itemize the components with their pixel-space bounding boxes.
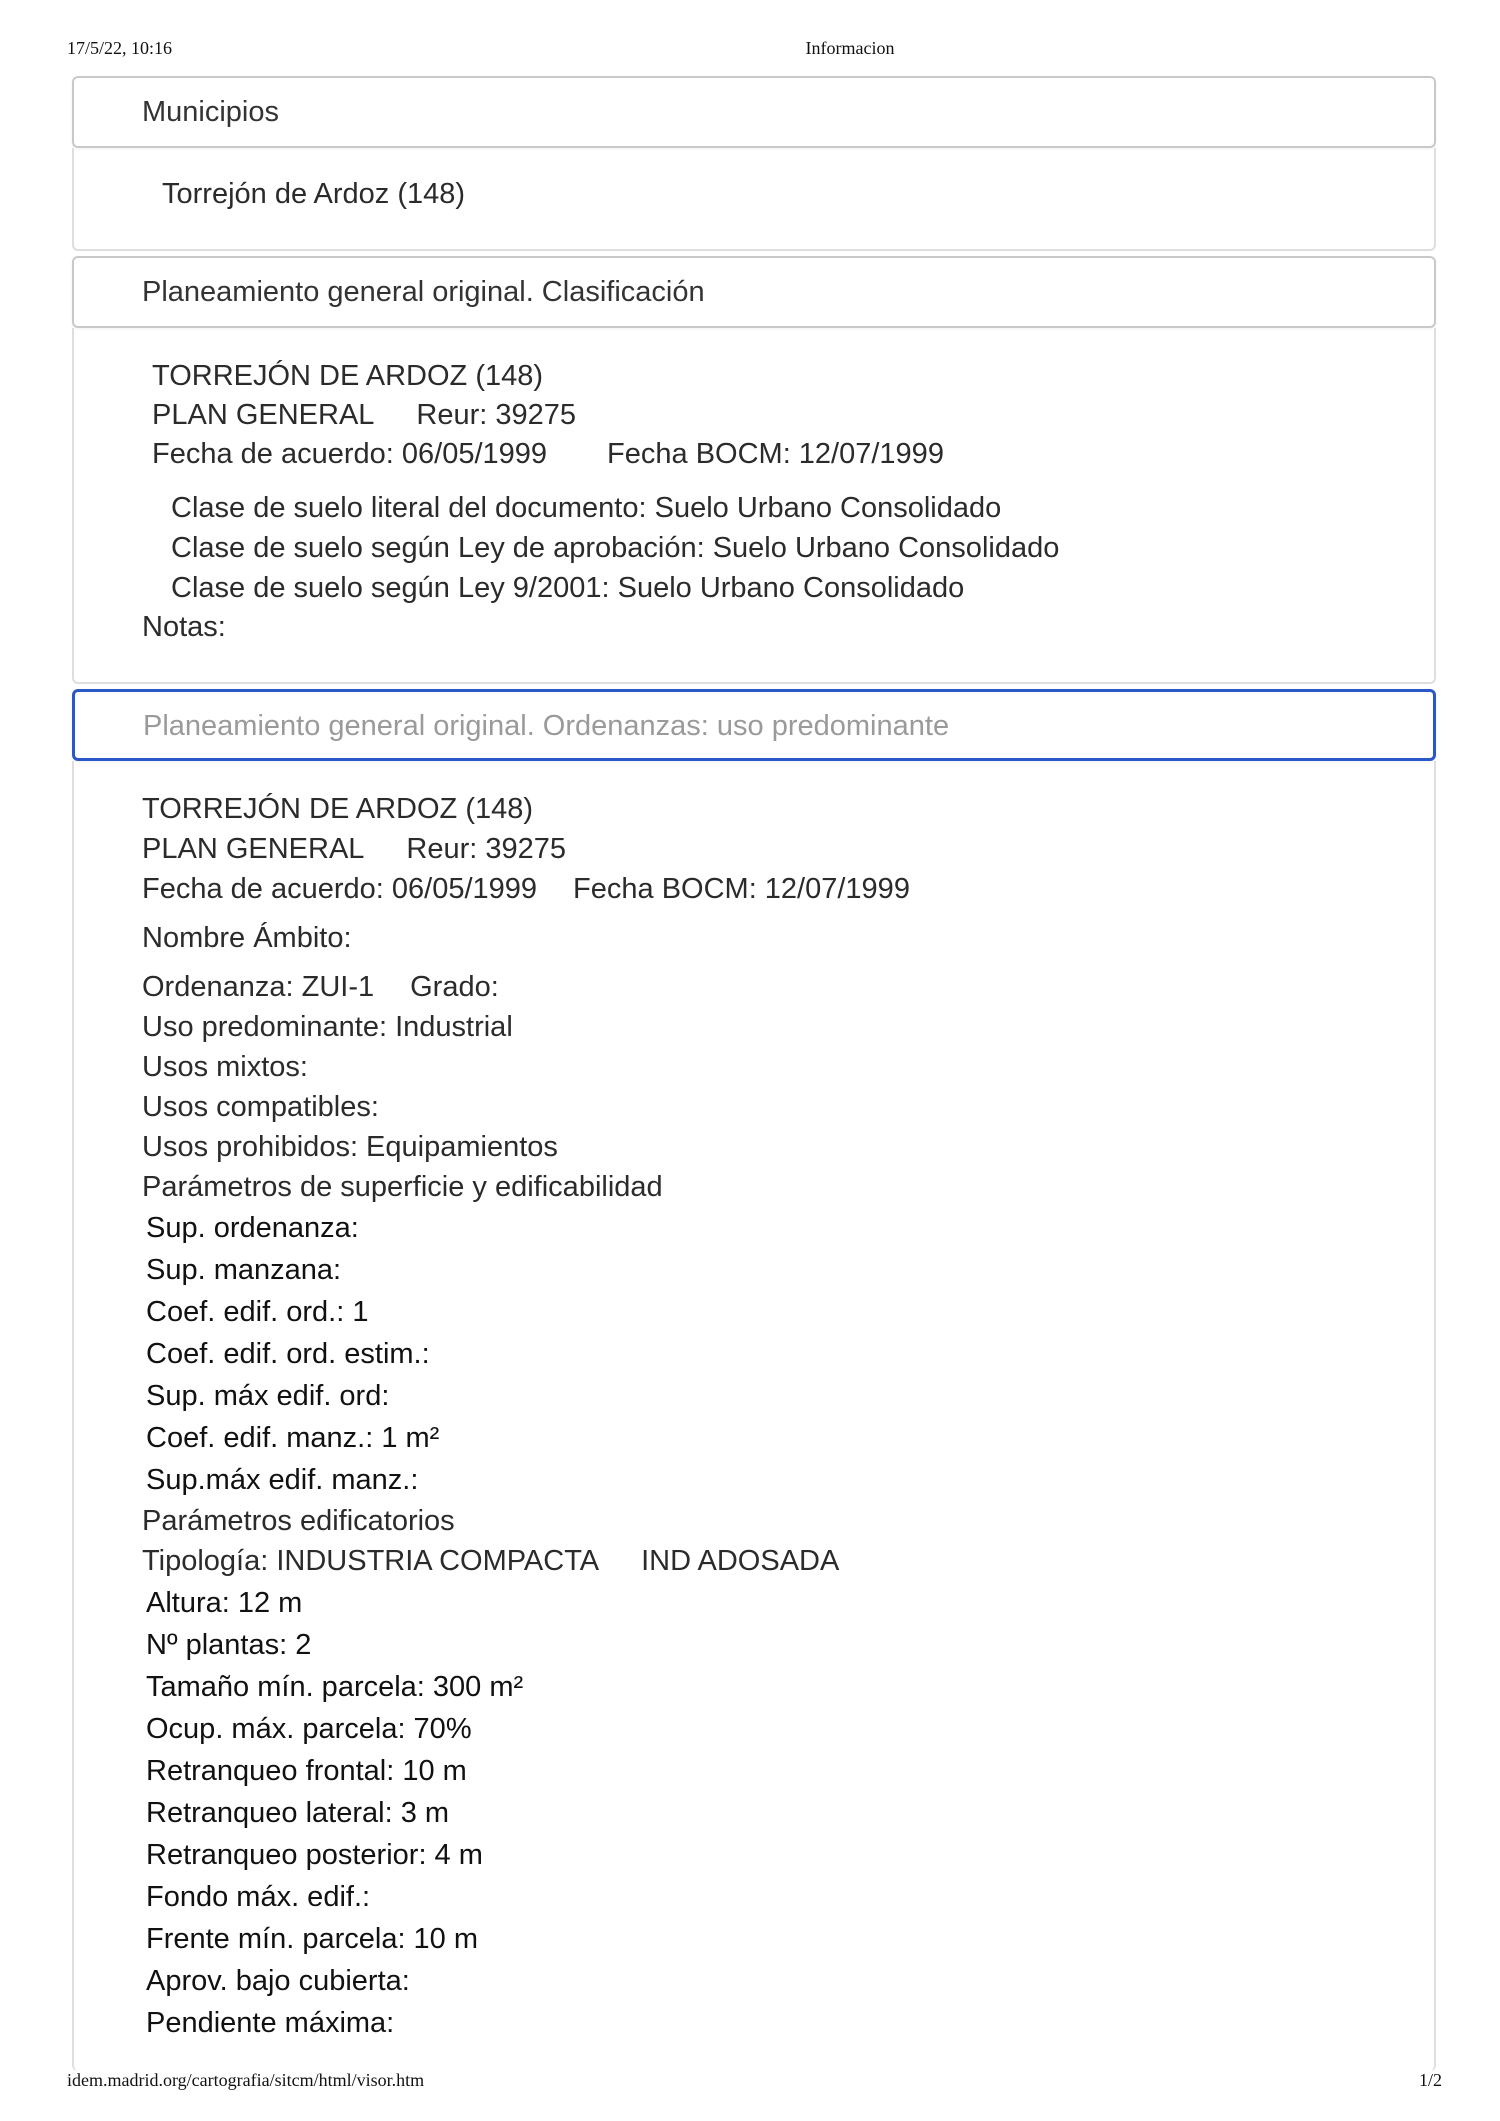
parametros-superficie-title: Parámetros de superficie y edificabilidad (142, 1171, 663, 1203)
panel-header-clasificacion[interactable] (72, 256, 1436, 328)
clasificacion-plan-row (152, 399, 576, 432)
clasificacion-fechas-row (152, 438, 944, 471)
uso-predominante: Uso predominante: Industrial (142, 1011, 513, 1043)
clasificacion-fecha-acuerdo: Fecha de acuerdo: 06/05/1999 (152, 438, 548, 470)
print-title: Informacion (805, 38, 895, 58)
panel-title-clasificacion: Planeamiento general original. Clasificación (142, 276, 705, 308)
usos-mixtos: Usos mixtos: (142, 1051, 308, 1083)
param-edificatorio-item: Pendiente máxima: (146, 2007, 395, 2039)
ordenanzas-fecha-acuerdo: Fecha de acuerdo: 06/05/1999 (142, 873, 538, 905)
param-superficie-item: Coef. edif. manz.: 1 m² (146, 1422, 440, 1454)
panel-header-ordenanzas[interactable] (72, 689, 1436, 761)
param-edificatorio-item: Nº plantas: 2 (146, 1629, 312, 1661)
clase-suelo-ley-9-2001: Clase de suelo según Ley 9/2001: Suelo Urbano Consolidado (171, 572, 965, 604)
param-superficie-item: Coef. edif. ord. estim.: (146, 1338, 430, 1370)
print-footer (0, 2070, 1500, 2096)
print-page-number: 1/2 (1418, 2070, 1442, 2090)
nombre-ambito: Nombre Ámbito: (142, 922, 352, 954)
clasificacion-reur: Reur: 39275 (416, 399, 577, 431)
param-edificatorio-item: Tamaño mín. parcela: 300 m² (146, 1671, 524, 1703)
panel-body-municipios (72, 148, 1436, 251)
ordenanza-code: Ordenanza: ZUI-1 (142, 971, 375, 1003)
param-edificatorio-item: Retranqueo frontal: 10 m (146, 1755, 467, 1787)
ordenanzas-municipio: TORREJÓN DE ARDOZ (148) (142, 793, 534, 825)
tipologia-extra: IND ADOSADA (641, 1545, 840, 1577)
param-edificatorio-item: Aprov. bajo cubierta: (146, 1965, 410, 1997)
tipologia-row (142, 1545, 839, 1578)
ordenanza-row (142, 971, 499, 1004)
clasificacion-fecha-bocm: Fecha BOCM: 12/07/1999 (607, 438, 944, 470)
clase-suelo-ley-aprobacion: Clase de suelo según Ley de aprobación: Suelo Urbano Consolidado (171, 532, 1060, 564)
param-superficie-item: Sup. manzana: (146, 1254, 342, 1286)
usos-compatibles: Usos compatibles: (142, 1091, 379, 1123)
param-edificatorio-item: Altura: 12 m (146, 1587, 303, 1619)
param-edificatorio-item: Retranqueo lateral: 3 m (146, 1797, 450, 1829)
ordenanzas-reur: Reur: 39275 (406, 833, 567, 865)
param-superficie-item: Sup. ordenanza: (146, 1212, 359, 1244)
usos-prohibidos: Usos prohibidos: Equipamientos (142, 1131, 558, 1163)
param-edificatorio-item: Fondo máx. edif.: (146, 1881, 371, 1913)
ordenanzas-plan: PLAN GENERAL (142, 833, 365, 865)
param-superficie-item: Sup.máx edif. manz.: (146, 1464, 419, 1496)
param-edificatorio-item: Retranqueo posterior: 4 m (146, 1839, 483, 1871)
clasificacion-notas: Notas: (142, 611, 226, 643)
print-url: idem.madrid.org/cartografia/sitcm/html/visor.htm (67, 2070, 425, 2090)
tipologia: Tipología: INDUSTRIA COMPACTA (142, 1545, 600, 1577)
clasificacion-municipio: TORREJÓN DE ARDOZ (148) (152, 360, 544, 392)
ordenanzas-fechas-row (142, 873, 910, 906)
param-edificatorio-item: Frente mín. parcela: 10 m (146, 1923, 479, 1955)
panel-title-municipios: Municipios (142, 96, 279, 128)
print-date: 17/5/22, 10:16 (67, 38, 173, 58)
panel-title-ordenanzas: Planeamiento general original. Ordenanzas: uso predominante (143, 710, 950, 742)
param-edificatorio-item: Ocup. máx. parcela: 70% (146, 1713, 472, 1745)
parametros-edificatorios-title: Parámetros edificatorios (142, 1505, 455, 1537)
ordenanzas-fecha-bocm: Fecha BOCM: 12/07/1999 (573, 873, 910, 905)
municipio-value[interactable]: Torrejón de Ardoz (148) (162, 178, 466, 210)
clase-suelo-literal: Clase de suelo literal del documento: Suelo Urbano Consolidado (171, 492, 1002, 524)
panel-header-municipios[interactable] (72, 76, 1436, 148)
ordenanza-grado: Grado: (410, 971, 499, 1003)
print-header (0, 38, 1500, 64)
param-superficie-item: Sup. máx edif. ord: (146, 1380, 390, 1412)
ordenanzas-plan-row (142, 833, 566, 866)
panel-body-clasificacion (72, 328, 1436, 684)
clasificacion-plan: PLAN GENERAL (152, 399, 375, 431)
param-superficie-item: Coef. edif. ord.: 1 (146, 1296, 369, 1328)
panel-body-ordenanzas (72, 761, 1436, 2071)
